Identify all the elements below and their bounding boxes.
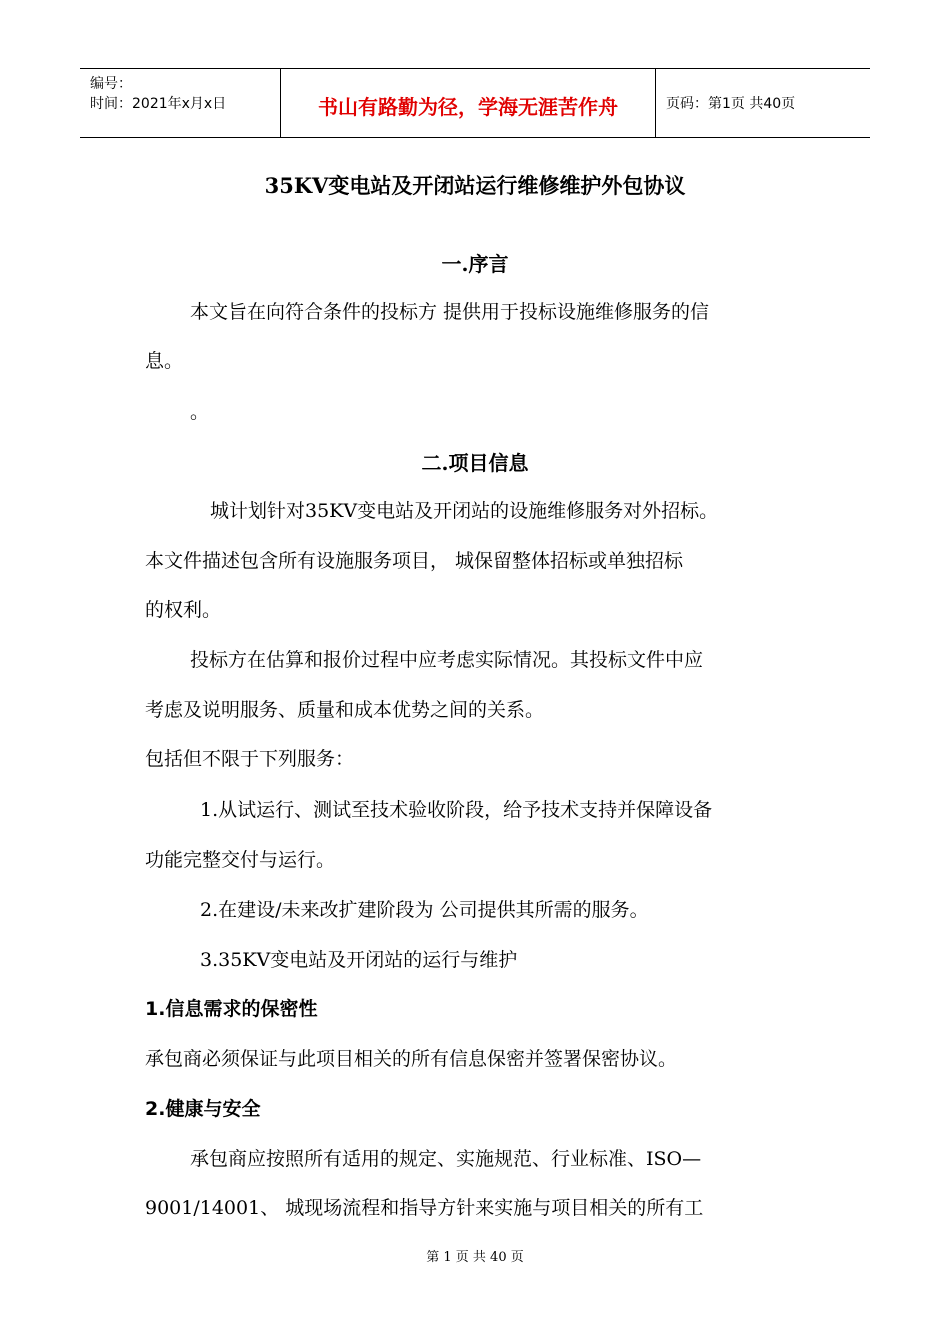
- paragraph-line: 包括但不限于下列服务：: [145, 748, 355, 770]
- header-table: [80, 68, 870, 138]
- subheading-health-safety: 2.健康与安全: [145, 1098, 261, 1120]
- paragraph-line: 9001/14001、 城现场流程和指导方针来实施与项目相关的所有工: [145, 1197, 704, 1219]
- list-item: 3.35KV变电站及开闭站的运行与维护: [200, 949, 518, 971]
- list-item: 1.从试运行、测试至技术验收阶段，给予技术支持并保障设备: [200, 799, 713, 821]
- time-label: 时间：2021年x月x日: [90, 96, 227, 112]
- paragraph-line: 投标方在估算和报价过程中应考虑实际情况。其投标文件中应: [190, 649, 704, 671]
- header-motto-cell: [280, 69, 656, 137]
- paragraph-line: 。: [190, 401, 210, 423]
- section-heading-project-info: 二.项目信息: [421, 451, 529, 475]
- paragraph-line: 的权利。: [145, 599, 222, 621]
- list-item: 2.在建设/未来改扩建阶段为 公司提供其所需的服务。: [200, 899, 649, 921]
- subheading-confidentiality: 1.信息需求的保密性: [145, 998, 318, 1020]
- list-item-continuation: 功能完整交付与运行。: [145, 849, 336, 871]
- number-label: 编号：: [90, 76, 132, 92]
- page-info: 页码：第1页 共40页: [666, 96, 796, 112]
- header-page-cell: [656, 69, 870, 137]
- document-title: 35KV变电站及开闭站运行维修维护外包协议: [264, 173, 686, 198]
- paragraph-line: 本文件描述包含所有设施服务项目， 城保留整体招标或单独招标: [145, 550, 684, 572]
- section-heading-preface: 一.序言: [441, 252, 509, 276]
- paragraph-line: 承包商必须保证与此项目相关的所有信息保密并签署保密协议。: [145, 1048, 678, 1070]
- paragraph-line: 承包商应按照所有适用的规定、实施规范、行业标准、ISO—: [190, 1148, 702, 1170]
- paragraph-line: 考虑及说明服务、质量和成本优势之间的关系。: [145, 699, 545, 721]
- header-meta-cell: [80, 69, 280, 137]
- paragraph-line: 城计划针对35KV变电站及开闭站的设施维修服务对外招标。: [210, 500, 719, 522]
- paragraph-line: 息。: [145, 350, 184, 372]
- motto: 书山有路勤为径，学海无涯苦作舟: [318, 95, 618, 119]
- page-footer: 第 1 页 共 40 页: [426, 1250, 524, 1265]
- paragraph-line: 本文旨在向符合条件的投标方 提供用于投标设施维修服务的信: [190, 301, 710, 323]
